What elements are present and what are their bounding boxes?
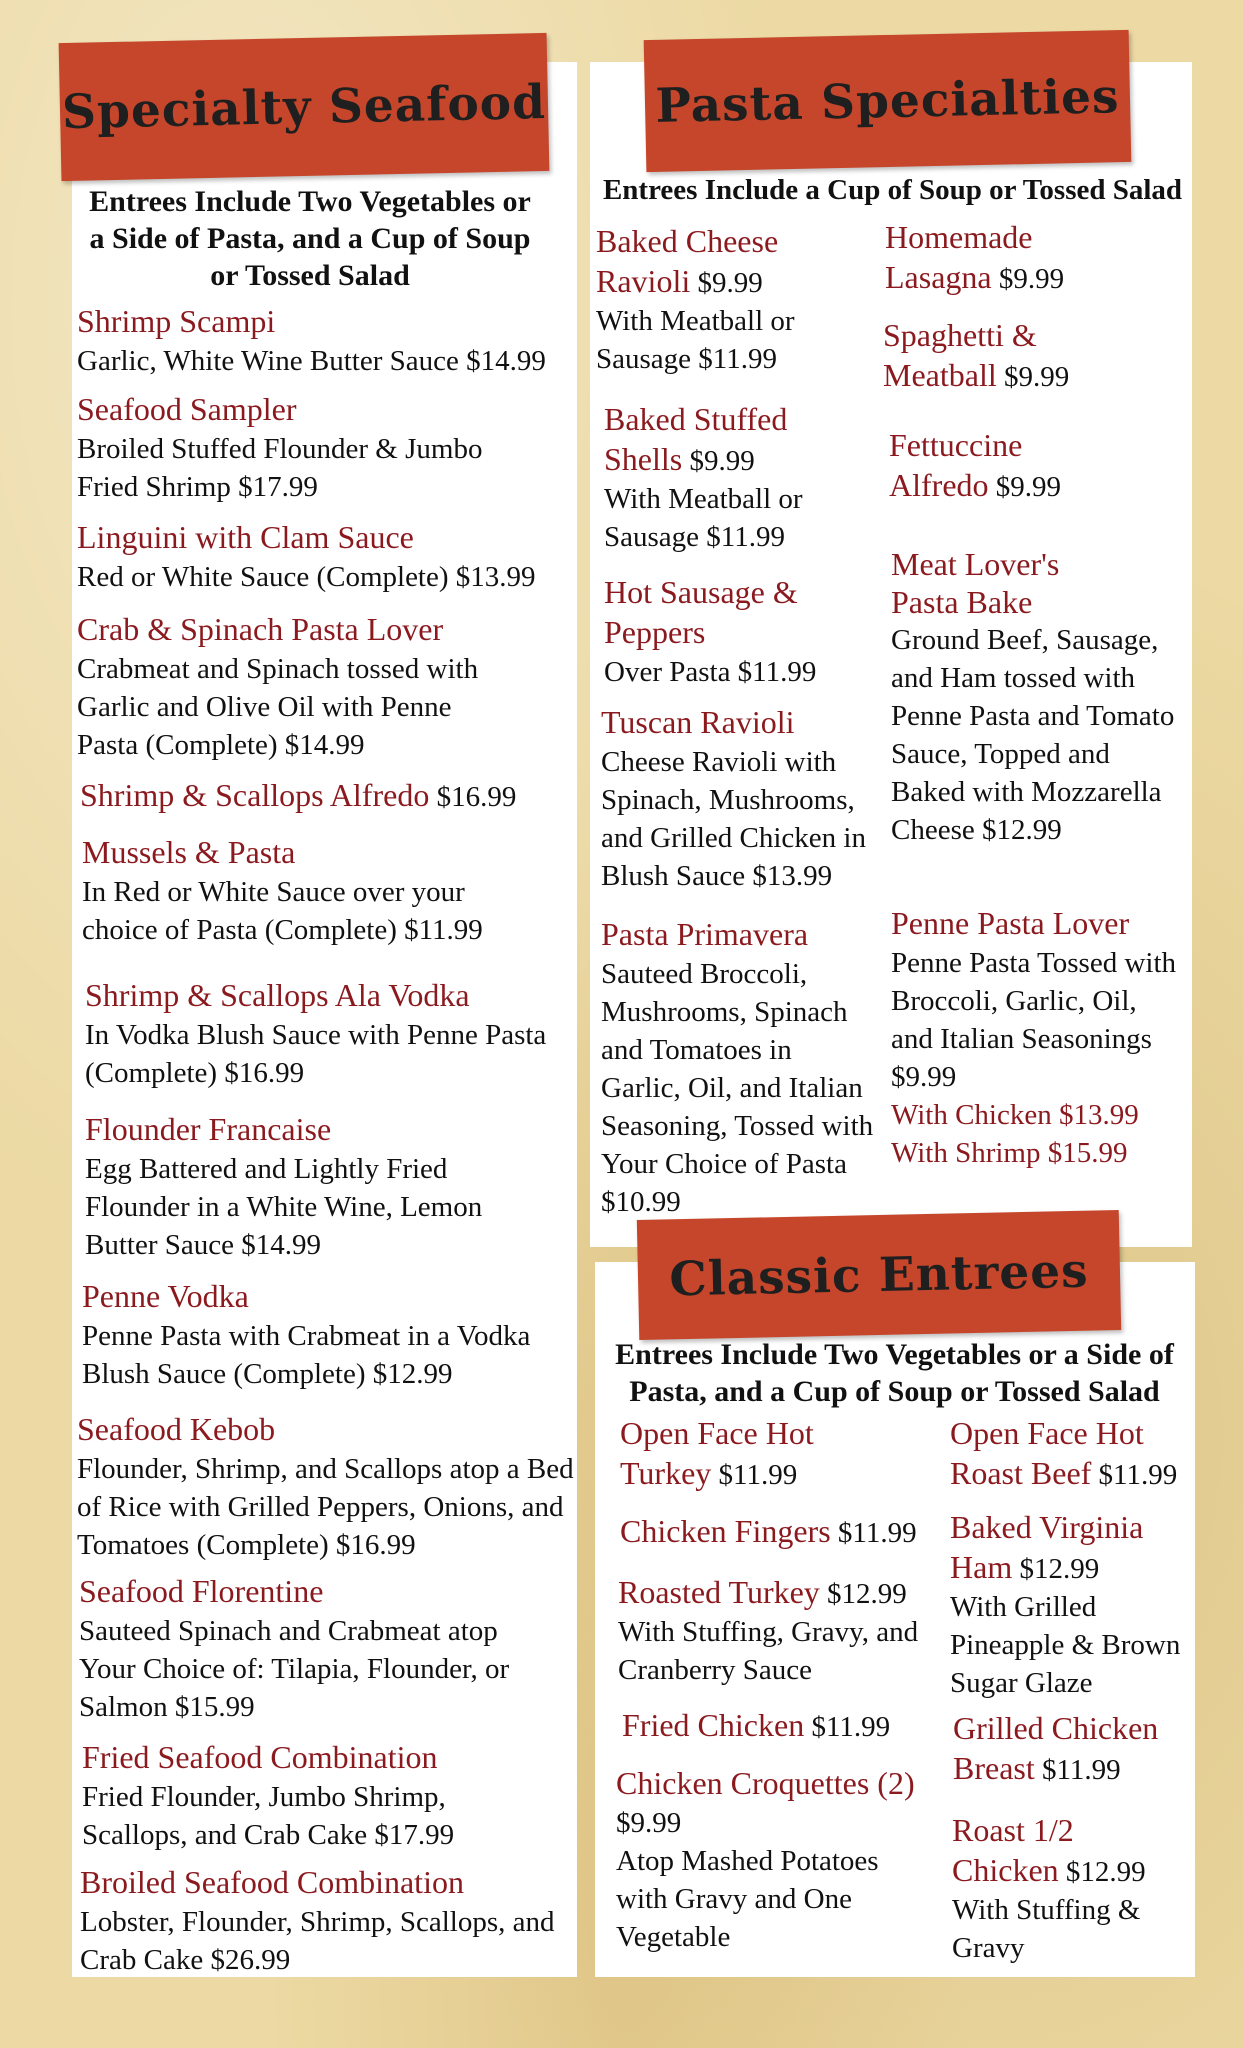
item-name: Baked Virginia Ham	[950, 1509, 1144, 1585]
item-name: Fried Seafood Combination	[82, 1739, 438, 1775]
item-name: Crab & Spinach Pasta Lover	[77, 611, 444, 647]
item-name: Spaghetti & Meatball	[883, 317, 1037, 393]
item-name: Flounder Francaise	[85, 1111, 332, 1147]
item-name: Pasta Primavera	[601, 916, 809, 952]
item-price: $9.99	[995, 471, 1062, 503]
item-desc: Over Pasta $11.99	[604, 656, 817, 688]
item-desc: Red or White Sauce (Complete) $13.99	[77, 561, 536, 593]
item-price: $12.99	[1065, 1856, 1146, 1888]
item-desc: Crabmeat and Spinach tossed with Garlic and Olive Oil with Penne Pasta (Complete) $14.99	[77, 653, 479, 761]
item-desc: Atop Mashed Potatoes with Gravy and One Vegetable	[616, 1845, 879, 1953]
menu-item-mussels-pasta	[82, 833, 522, 949]
menu-item-roast-half-chicken	[952, 1811, 1182, 1967]
item-desc: In Red or White Sauce over your choice of Pasta (Complete) $11.99	[82, 876, 483, 946]
item-price: $9.99	[616, 1807, 682, 1839]
pasta-intro: Entrees Include a Cup of Soup or Tossed Salad	[602, 174, 1183, 206]
item-name: Open Face Hot Roast Beef	[950, 1415, 1144, 1491]
menu-item-seafood-kebob	[77, 1410, 582, 1564]
item-price: $11.99	[1098, 1459, 1178, 1491]
seafood-intro: Entrees Include Two Vegetables or a Side of Pasta, and a Cup of Soup or Tossed Salad	[89, 185, 531, 292]
item-name: Chicken Croquettes (2)	[616, 1765, 915, 1801]
item-price: $11.99	[811, 1711, 891, 1743]
item-name: Homemade Lasagna	[885, 219, 1033, 295]
item-desc: Lobster, Flounder, Shrimp, Scallops, and Crab Cake $26.99	[80, 1906, 555, 1976]
classic-title: Classic Entrees	[637, 1210, 1121, 1340]
menu-item-penne-vodka	[82, 1277, 562, 1393]
menu-item-shrimp-scampi	[77, 302, 577, 380]
menu-item-shrimp-scallops-vodka	[85, 976, 585, 1092]
menu-item-open-face-hot-turkey	[620, 1414, 820, 1494]
item-name: Penne Vodka	[82, 1278, 249, 1314]
item-name: Chicken Fingers	[620, 1513, 831, 1549]
item-name: Seafood Florentine	[79, 1573, 324, 1609]
item-desc: Ground Beef, Sausage, and Ham tossed with Penne Pasta and Tomato Sauce, Topped and Baked with Mozzarella Cheese $12.99	[891, 624, 1175, 846]
item-name: Broiled Seafood Combination	[80, 1864, 464, 1900]
menu-item-fettuccine-alfredo	[889, 426, 1089, 506]
menu-item-seafood-sampler	[77, 390, 527, 506]
item-price: $12.99	[827, 1578, 907, 1610]
menu-item-open-face-hot-roast-beef	[950, 1414, 1190, 1494]
menu-item-hot-sausage-peppers	[604, 573, 854, 691]
item-desc: Penne Pasta with Crabmeat in a Vodka Blush Sauce (Complete) $12.99	[82, 1320, 531, 1390]
item-desc: Cheese Ravioli with Spinach, Mushrooms, and Grilled Chicken in Blush Sauce $13.99	[601, 746, 866, 892]
seafood-title: Specialty Seafood	[59, 33, 550, 181]
menu-item-baked-virginia-ham	[950, 1508, 1190, 1702]
item-desc: Garlic, White Wine Butter Sauce $14.99	[77, 345, 546, 377]
item-desc: Sauteed Spinach and Crabmeat atop Your Choice of: Tilapia, Flounder, or Salmon $15.99	[79, 1615, 510, 1723]
item-name: Linguini with Clam Sauce	[77, 519, 414, 555]
item-name: Hot Sausage & Peppers	[604, 574, 798, 650]
menu-item-fried-seafood-combo	[82, 1738, 502, 1854]
item-desc: Sauteed Broccoli, Mushrooms, Spinach and Tomatoes in Garlic, Oil, and Italian Seasoning, Tossed with Your Choice of Pasta $10.99	[601, 958, 874, 1218]
menu-item-homemade-lasagna	[885, 218, 1085, 298]
item-price: $9.99	[697, 267, 763, 299]
menu-item-linguini-clam	[77, 518, 577, 596]
item-desc: With Grilled Pineapple & Brown Sugar Glaze	[950, 1591, 1181, 1699]
item-price: $9.99	[1003, 361, 1070, 393]
menu-item-penne-pasta-lover	[891, 904, 1181, 1172]
item-name: Fettuccine Alfredo	[889, 427, 1023, 503]
item-price: $16.99	[436, 781, 517, 813]
item-desc: With Meatball or Sausage $11.99	[604, 483, 803, 553]
item-name: Meat Lover's Pasta Bake	[891, 546, 1060, 620]
item-name: Roast 1/2 Chicken	[952, 1812, 1074, 1888]
item-price: $12.99	[1019, 1553, 1100, 1585]
item-desc: With Stuffing, Gravy, and Cranberry Sauce	[618, 1616, 919, 1686]
item-name: Tuscan Ravioli	[601, 704, 795, 740]
item-price: $9.99	[998, 263, 1065, 295]
item-price: $11.99	[1042, 1754, 1121, 1786]
item-name: Baked Cheese Ravioli	[596, 223, 779, 299]
item-price: $9.99	[689, 445, 755, 477]
menu-item-chicken-croquettes	[616, 1764, 916, 1956]
menu-item-shrimp-scallops-alfredo	[80, 776, 580, 816]
item-desc: Fried Flounder, Jumbo Shrimp, Scallops, and Crab Cake $17.99	[82, 1781, 455, 1851]
menu-item-broiled-seafood-combo	[80, 1863, 580, 1979]
item-name: Fried Chicken	[622, 1707, 805, 1743]
menu-item-fried-chicken	[622, 1706, 952, 1746]
item-desc: With Meatball or Sausage $11.99	[596, 305, 795, 375]
menu-item-meat-lovers-pasta-bake	[891, 545, 1191, 849]
item-name: Roasted Turkey	[618, 1574, 820, 1610]
menu-item-spaghetti-meatball	[883, 316, 1093, 396]
menu-item-seafood-florentine	[79, 1572, 529, 1726]
item-desc: With Stuffing & Gravy	[952, 1894, 1141, 1964]
menu-item-chicken-fingers	[620, 1512, 950, 1552]
item-option-chicken: With Chicken $13.99	[891, 1099, 1139, 1131]
item-desc: In Vodka Blush Sauce with Penne Pasta (Complete) $16.99	[85, 1019, 547, 1089]
item-name: Shrimp & Scallops Alfredo	[80, 777, 430, 813]
item-desc: Flounder, Shrimp, and Scallops atop a Bed of Rice with Grilled Peppers, Onions, and Tomatoes (Complete) $16.99	[77, 1453, 574, 1561]
item-price: $11.99	[837, 1517, 917, 1549]
item-name: Shrimp & Scallops Ala Vodka	[85, 977, 470, 1013]
item-desc: Egg Battered and Lightly Fried Flounder in a White Wine, Lemon Butter Sauce $14.99	[85, 1153, 483, 1261]
menu-item-baked-stuffed-shells	[604, 400, 854, 556]
item-desc: Penne Pasta Tossed with Broccoli, Garlic, Oil, and Italian Seasonings $9.99	[891, 947, 1177, 1093]
item-name: Shrimp Scampi	[77, 303, 276, 339]
item-name: Penne Pasta Lover	[891, 905, 1130, 941]
item-desc: Broiled Stuffed Flounder & Jumbo Fried Shrimp $17.99	[77, 433, 483, 503]
menu-item-crab-spinach	[77, 610, 517, 764]
menu-item-pasta-primavera	[601, 915, 876, 1221]
classic-intro: Entrees Include Two Vegetables or a Side of Pasta, and a Cup of Soup or Tossed Salad	[615, 1338, 1174, 1408]
item-option-shrimp: With Shrimp $15.99	[891, 1137, 1128, 1169]
menu-item-baked-cheese-ravioli	[596, 222, 846, 378]
item-name: Seafood Sampler	[77, 391, 297, 427]
pasta-title: Pasta Specialties	[644, 30, 1132, 172]
item-name: Seafood Kebob	[77, 1411, 276, 1447]
menu-item-flounder-francaise	[85, 1110, 525, 1264]
menu-item-grilled-chicken-breast	[953, 1709, 1183, 1789]
menu-item-roasted-turkey	[618, 1573, 948, 1689]
item-name: Grilled Chicken Breast	[953, 1710, 1159, 1786]
item-name: Baked Stuffed Shells	[604, 401, 788, 477]
menu-item-tuscan-ravioli	[601, 703, 881, 895]
item-name: Open Face Hot Turkey	[620, 1415, 814, 1491]
item-price: $11.99	[718, 1459, 798, 1491]
item-name: Mussels & Pasta	[82, 834, 296, 870]
